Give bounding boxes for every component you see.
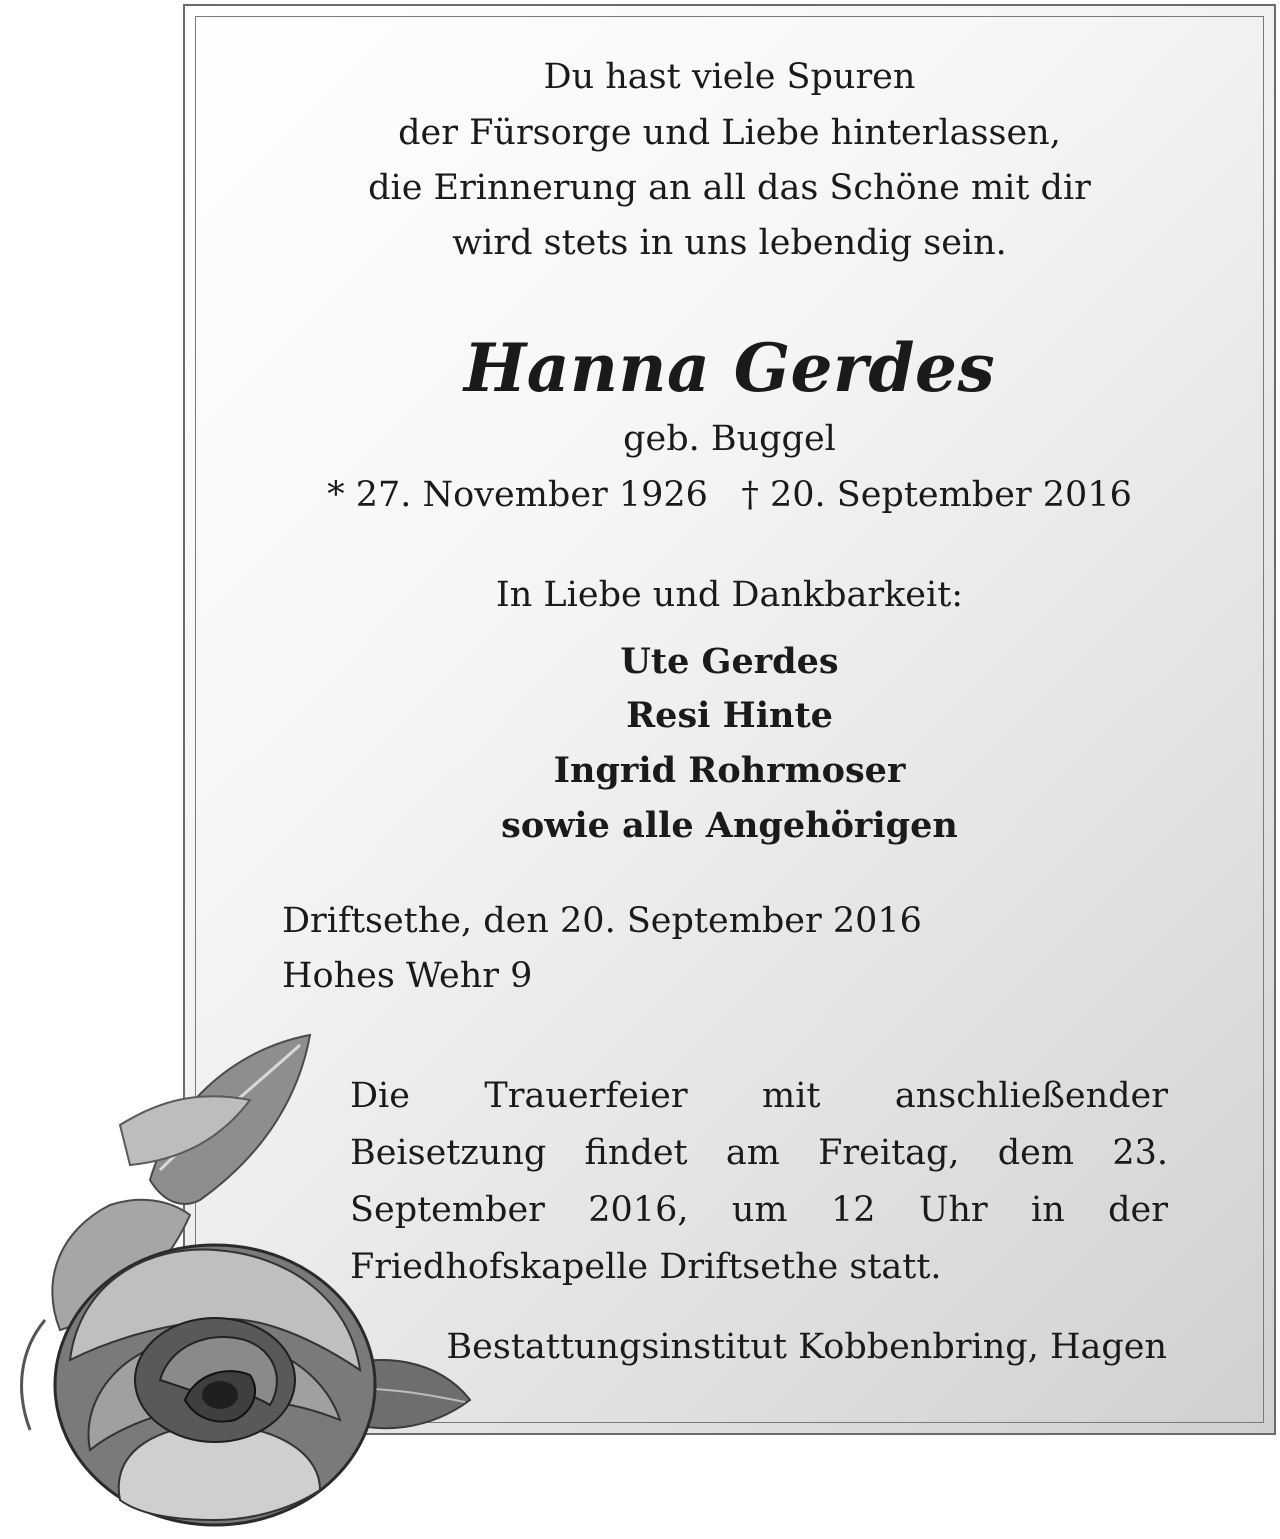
deceased-name: Hanna Gerdes: [463, 329, 996, 407]
verse-line-3: die Erinnerung an all das Schöne mit dir: [368, 168, 1091, 208]
mourner-name: Resi Hinte: [626, 695, 833, 736]
rose-icon: [0, 1030, 560, 1539]
address: Hohes Wehr 9: [282, 956, 533, 996]
mourners-intro: In Liebe und Dankbarkeit:: [495, 575, 964, 615]
verse-line-4: wird stets in uns lebendig sein.: [452, 223, 1007, 263]
verse-line-1: Du hast viele Spuren: [543, 57, 916, 97]
undertaker: Bestattungsinstitut Kobbenbring, Hagen: [446, 1327, 1167, 1367]
place-date: Driftsethe, den 20. September 2016: [282, 901, 922, 941]
mourner-name: Ute Gerdes: [620, 641, 839, 682]
verse-line-2: der Fürsorge und Liebe hinterlassen,: [398, 113, 1061, 153]
ceremony-notice: Die Trauerfeier mit anschließender Beisetzung findet am Freitag, dem 23. September 2016, um 12 Uhr in der Friedhofskapelle Driftsethe statt.: [350, 1076, 1168, 1287]
mourner-name: Ingrid Rohrmoser: [553, 750, 906, 791]
life-dates: * 27. November 1926 † 20. September 2016: [327, 475, 1132, 515]
maiden-name: geb. Buggel: [623, 419, 836, 459]
mourners-others: sowie alle Angehörigen: [501, 805, 958, 846]
